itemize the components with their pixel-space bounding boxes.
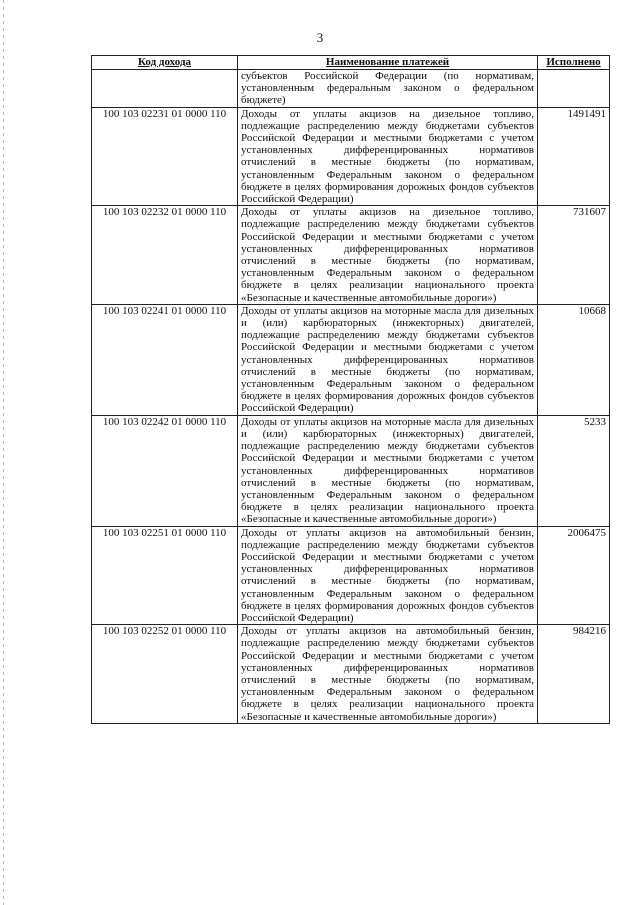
cell-executed: 5233 (538, 415, 610, 526)
table-row-continuation (92, 70, 610, 108)
table-row (92, 415, 610, 526)
cell-code: 100 103 02251 01 0000 110 (92, 526, 238, 625)
scan-edge-artifact (3, 0, 4, 905)
cell-name: Доходы от уплаты акцизов на дизельное топливо, подлежащие распределению между бюджетами субъектов Российской Федерации и местными бюджетами с учетом установленных дифференцированных нормативов отчислений в местные бюджеты (по нормативам, установленным Федеральным законом о федеральном бюджете в целях реализации национального проекта «Безопасные и качественные автомобильные дороги») (238, 206, 538, 305)
cell-name: Доходы от уплаты акцизов на моторные масла для дизельных и (или) карбюраторных (инжекторных) двигателей, подлежащие распределению между бюджетами субъектов Российской Федерации и местными бюджетами с учетом установленных дифференцированных нормативов отчислений в местные бюджеты (по нормативам, установленным Федеральным законом о федеральном бюджете в целях формирования дорожных фондов субъектов Российской Федерации) (238, 304, 538, 415)
cell-name: Доходы от уплаты акцизов на дизельное топливо, подлежащие распределению между бюджетами субъектов Российской Федерации и местными бюджетами с учетом установленных дифференцированных нормативов отчислений в местные бюджеты (по нормативам, установленным Федеральным законом о федеральном бюджете в целях формирования дорожных фондов субъектов Российской Федерации) (238, 107, 538, 206)
cell-executed: 984216 (538, 625, 610, 724)
cell-executed (538, 70, 610, 108)
column-header-name: Наименование платежей (238, 56, 538, 70)
column-header-code: Код дохода (92, 56, 238, 70)
column-header-executed: Исполнено (538, 56, 610, 70)
table-row (92, 625, 610, 724)
cell-executed: 10668 (538, 304, 610, 415)
cell-executed: 2006475 (538, 526, 610, 625)
cell-code: 100 103 02241 01 0000 110 (92, 304, 238, 415)
page-number: 3 (316, 30, 324, 45)
cell-name: Доходы от уплаты акцизов на автомобильный бензин, подлежащие распределению между бюджетами субъектов Российской Федерации и местными бюджетами с учетом установленных дифференцированных нормативов отчислений в местные бюджеты (по нормативам, установленным Федеральным законом о федеральном бюджете в целях реализации национального проекта «Безопасные и качественные автомобильные дороги») (238, 625, 538, 724)
cell-code: 100 103 02242 01 0000 110 (92, 415, 238, 526)
revenue-table (91, 55, 610, 724)
table-row (92, 107, 610, 206)
cell-name: субъектов Российской Федерации (по нормативам, установленным федеральным законом о федеральном бюджете) (238, 70, 538, 108)
cell-executed: 1491491 (538, 107, 610, 206)
table-header-row (92, 56, 610, 70)
cell-code: 100 103 02252 01 0000 110 (92, 625, 238, 724)
cell-name: Доходы от уплаты акцизов на автомобильный бензин, подлежащие распределению между бюджетами субъектов Российской Федерации и местными бюджетами с учетом установленных дифференцированных нормативов отчислений в местные бюджеты (по нормативам, установленным Федеральным законом о федеральном бюджете в целях формирования дорожных фондов субъектов Российской Федерации) (238, 526, 538, 625)
cell-code (92, 70, 238, 108)
cell-code: 100 103 02232 01 0000 110 (92, 206, 238, 305)
cell-code: 100 103 02231 01 0000 110 (92, 107, 238, 206)
cell-name: Доходы от уплаты акцизов на моторные масла для дизельных и (или) карбюраторных (инжекторных) двигателей, подлежащие распределению между бюджетами субъектов Российской Федерации и местными бюджетами с учетом установленных дифференцированных нормативов отчислений в местные бюджеты (по нормативам, установленным Федеральным законом о федеральном бюджете в целях реализации национального проекта «Безопасные и качественные автомобильные дороги») (238, 415, 538, 526)
cell-executed: 731607 (538, 206, 610, 305)
table-row (92, 304, 610, 415)
table-row (92, 206, 610, 305)
table-row (92, 526, 610, 625)
